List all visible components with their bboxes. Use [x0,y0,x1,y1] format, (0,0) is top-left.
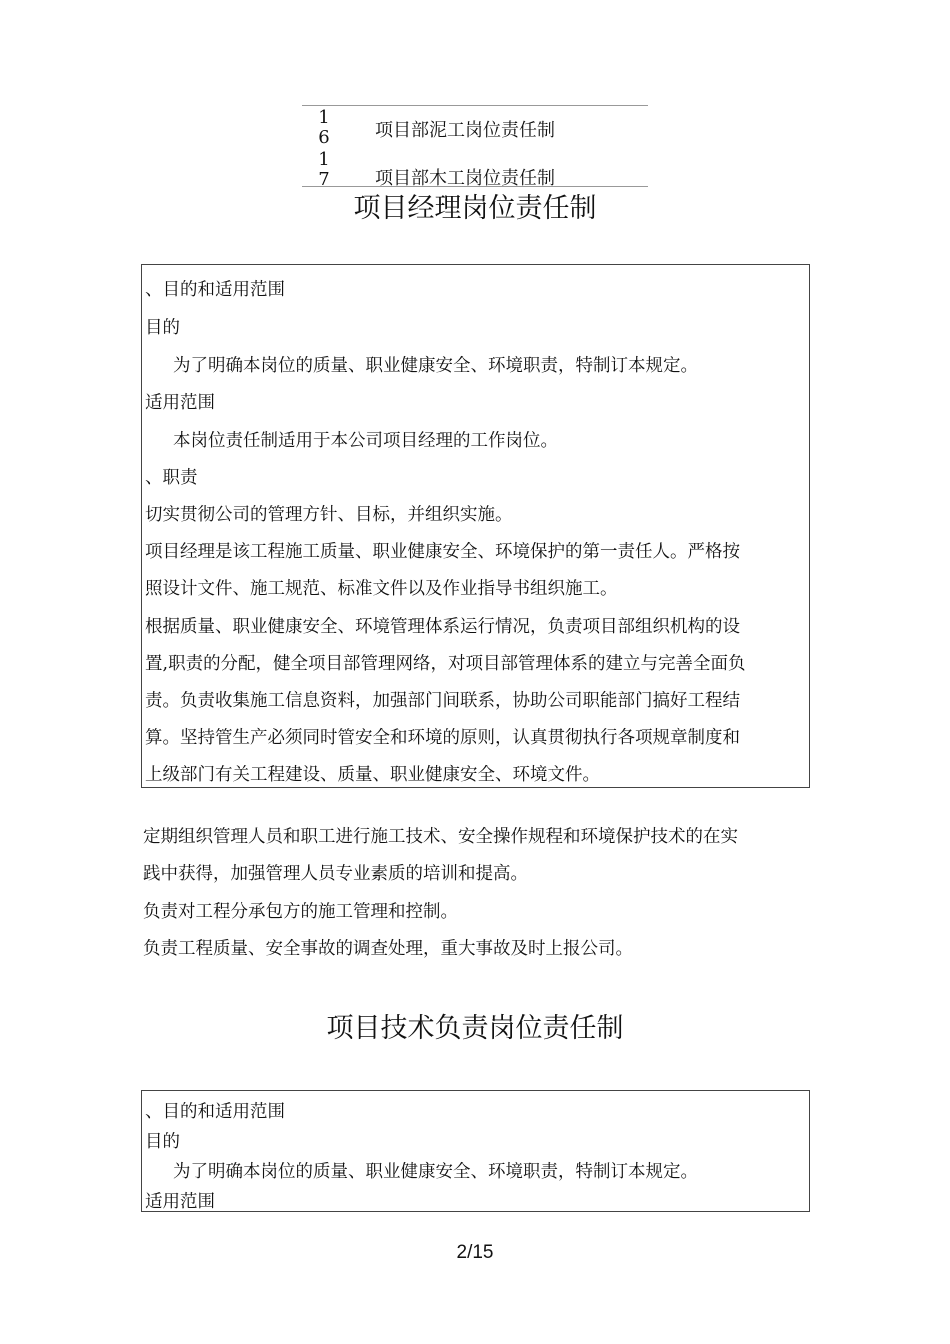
text-line: 算。坚持管生产必须同时管安全和环境的原则，认真贯彻执行各项规章制度和 [145,728,740,748]
text-line: 目的 [145,318,180,338]
text-line: 项目经理是该工程施工质量、职业健康安全、环境保护的第一责任人。严格按 [145,542,740,562]
text-line: 根据质量、职业健康安全、环境管理体系运行情况，负责项目部组织机构的设 [145,617,740,637]
toc-row [302,146,648,189]
text-line: 目的 [145,1132,180,1152]
text-line: 为了明确本岗位的质量、职业健康安全、环境职责，特制订本规定。 [173,356,698,376]
content-box [141,264,810,788]
toc-title: 项目部泥工岗位责任制 [375,120,555,141]
toc-number: 1 7 [318,150,330,186]
text-line: 、职责 [145,468,198,488]
text-line: 、目的和适用范围 [145,280,285,300]
toc-number: 1 6 [318,108,330,144]
text-line: 践中获得，加强管理人员专业素质的培训和提高。 [143,864,528,884]
text-line: 切实贯彻公司的管理方针、目标，并组织实施。 [145,505,513,525]
text-line: 定期组织管理人员和职工进行施工技术、安全操作规程和环境保护技术的在实 [143,827,738,847]
text-line: 负责对工程分承包方的施工管理和控制。 [143,902,458,922]
text-line: 适用范围 [145,393,215,413]
page-number: 2/15 [456,1242,494,1263]
content-box [141,1090,810,1212]
text-line: 负责工程质量、安全事故的调查处理，重大事故及时上报公司。 [143,939,633,959]
text-line: 上级部门有关工程建设、质量、职业健康安全、环境文件。 [145,765,600,785]
text-line: 为了明确本岗位的质量、职业健康安全、环境职责，特制订本规定。 [173,1162,698,1182]
text-line: 置,职责的分配，健全项目部管理网络，对项目部管理体系的建立与完善全面负 [145,654,746,674]
text-line: 责。负责收集施工信息资料，加强部门间联系，协助公司职能部门搞好工程结 [145,691,740,711]
text-line: 、目的和适用范围 [145,1102,285,1122]
toc-title: 项目部木工岗位责任制 [375,168,555,189]
toc-row [302,106,648,146]
toc-table [302,105,648,187]
section-heading: 项目经理岗位责任制 [353,193,597,224]
section-heading: 项目技术负责岗位责任制 [326,1013,624,1044]
text-line: 本岗位责任制适用于本公司项目经理的工作岗位。 [173,431,558,451]
text-line: 适用范围 [145,1192,215,1212]
text-line: 照设计文件、施工规范、标准文件以及作业指导书组织施工。 [145,579,618,599]
